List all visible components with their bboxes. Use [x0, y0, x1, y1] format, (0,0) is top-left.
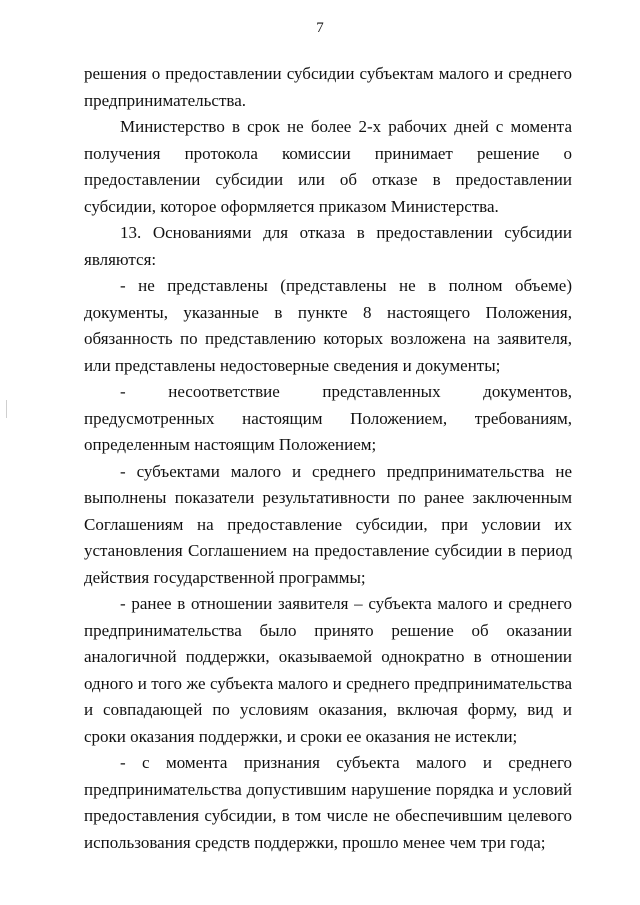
paragraph-ministry-decision: Министерство в срок не более 2-х рабочих дней с момента получения протокола комиссии принимает решение о предоставлении субсидии или об отказе в предоставлении субсидии, которое оформляется приказом Министерства. [84, 117, 572, 216]
list-item-violation-period: - с момента признания субъекта малого и среднего предпринимательства допустившим нарушение порядка и условий предоставления субсидии, в том числе не обеспечившим целевого использования средств поддержки, прошло менее чем три года; [84, 753, 572, 852]
list-item-similar-support-granted: - ранее в отношении заявителя – субъекта малого и среднего предпринимательства было принято решение об оказании аналогичной поддержки, оказываемой однократно в отношении одного и того же субъекта малого и среднего предпринимательства и совпадающей по условиям оказания, включая форму, вид и сроки оказания поддержки, и сроки ее оказания не истекли; [84, 594, 572, 746]
document-body [84, 61, 572, 856]
page-number: 7 [316, 20, 324, 36]
paragraph-grounds-heading: 13. Основаниями для отказа в предоставлении субсидии являются: [84, 223, 572, 269]
margin-mark [6, 400, 7, 418]
paragraph-continuation: решения о предоставлении субсидии субъектам малого и среднего предпринимательства. [84, 64, 572, 110]
list-item-documents-noncompliance: - несоответствие представленных документов, предусмотренных настоящим Положением, требованиям, определенным настоящим Положением; [84, 382, 572, 454]
list-item-indicators-not-met: - субъектами малого и среднего предпринимательства не выполнены показатели результативности по ранее заключенным Соглашениям на предоставление субсидии, при условии их установления Соглашением на предоставление субсидии в период действия государственной программы; [84, 461, 572, 587]
list-item-documents-not-submitted: - не представлены (представлены не в полном объеме) документы, указанные в пункте 8 настоящего Положения, обязанность по представлению которых возложена на заявителя, или представлены недостоверные сведения и документы; [84, 276, 572, 375]
